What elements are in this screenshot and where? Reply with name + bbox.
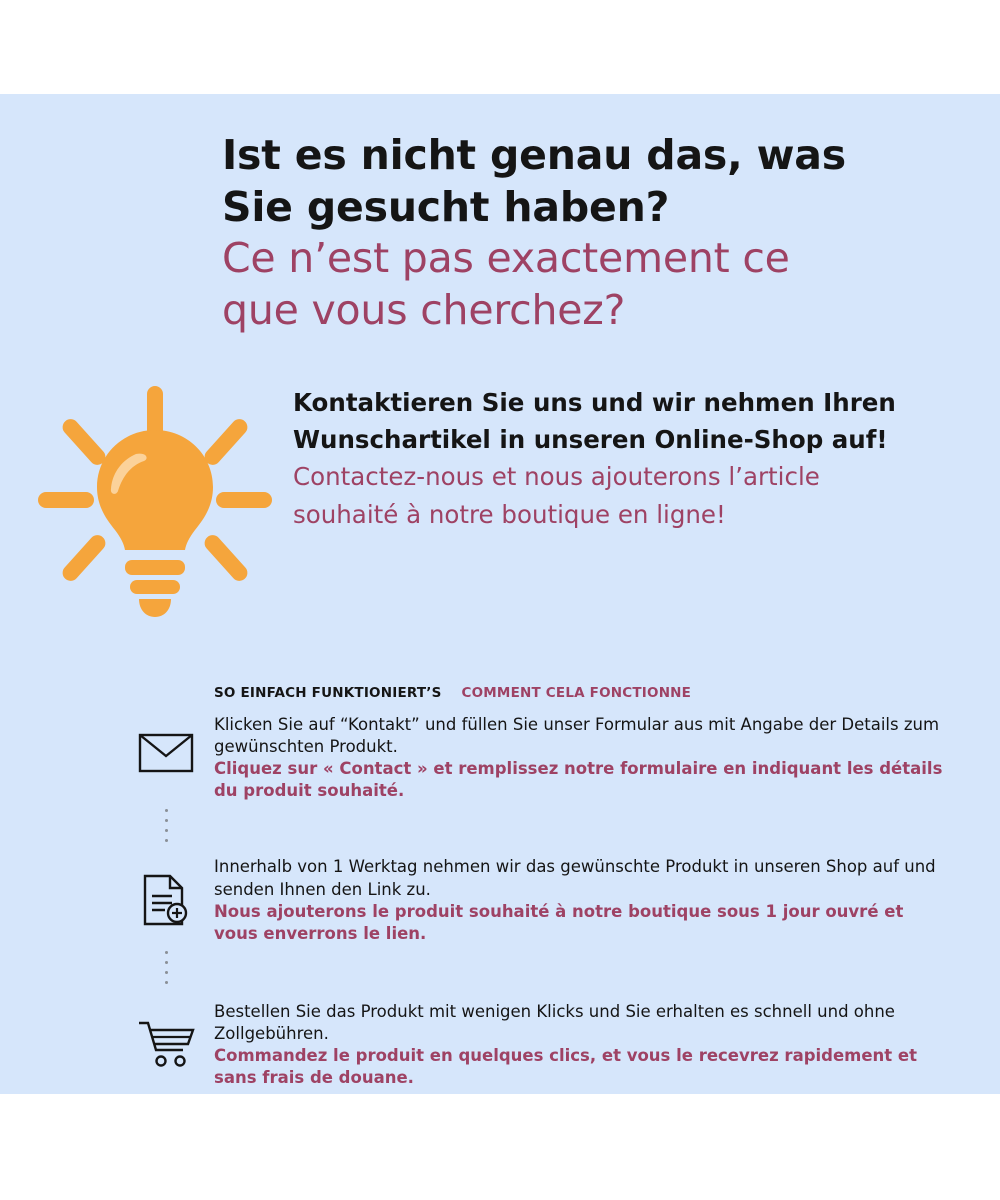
connector-dot xyxy=(165,829,168,832)
step-connector-dots xyxy=(118,945,214,991)
step-item xyxy=(118,997,948,1089)
step-text-fr: Cliquez sur « Contact » et remplissez notre formulaire en indiquant les détails du produit souhaité. xyxy=(214,759,943,801)
how-it-works-title-fr: COMMENT CELA FONCTIONNE xyxy=(461,685,692,701)
step-item xyxy=(118,710,948,802)
promo-banner xyxy=(0,94,1000,1094)
envelope-icon xyxy=(118,710,214,774)
step-text-de: Innerhalb von 1 Werktag nehmen wir das gewünschte Produkt in unseren Shop auf und senden Ihnen den Link zu. xyxy=(214,857,936,899)
connector-dot xyxy=(165,971,168,974)
step-item xyxy=(118,852,948,944)
shopping-cart-icon xyxy=(118,997,214,1067)
step-text xyxy=(214,710,948,802)
connector-dot xyxy=(165,981,168,984)
step-text-fr: Commandez le produit en quelques clics, et vous le recevrez rapidement et sans frais de douane. xyxy=(214,1046,918,1088)
connector-dot xyxy=(165,809,168,812)
headline-block xyxy=(222,130,932,337)
steps-list xyxy=(118,710,948,1089)
subtext-de: Kontaktieren Sie uns und wir nehmen Ihren Wunschartikel in unseren Online-Shop auf! xyxy=(293,388,896,455)
how-it-works-title-de: SO EINFACH FUNKTIONIERT’S xyxy=(214,685,442,701)
headline-fr-line2: que vous cherchez? xyxy=(222,285,626,334)
step-text-fr: Nous ajouterons le produit souhaité à notre boutique sous 1 jour ouvré et vous enverrons le lien. xyxy=(214,901,904,943)
how-it-works-title xyxy=(214,682,691,701)
subtext-fr: Contactez-nous et nous ajouterons l’article souhaité à notre boutique en ligne! xyxy=(293,462,820,529)
connector-dot xyxy=(165,961,168,964)
step-text xyxy=(214,997,948,1089)
connector-dot xyxy=(165,819,168,822)
subtext-block xyxy=(293,384,913,533)
step-connector-dots xyxy=(118,802,214,848)
connector-dot xyxy=(165,951,168,954)
document-add-icon xyxy=(118,852,214,926)
headline-fr-line1: Ce n’est pas exactement ce xyxy=(222,234,790,283)
step-text-de: Bestellen Sie das Produkt mit wenigen Klicks und Sie erhalten es schnell und ohne Zollgebühren. xyxy=(214,1001,895,1043)
connector-dot xyxy=(165,839,168,842)
headline-de-line2: Sie gesucht haben? xyxy=(222,182,670,231)
lightbulb-icon xyxy=(36,384,274,624)
step-text-de: Klicken Sie auf “Kontakt” und füllen Sie unser Formular aus mit Angabe der Details zum gewünschten Produkt. xyxy=(214,715,940,757)
step-text xyxy=(214,852,948,944)
headline-de-line1: Ist es nicht genau das, was xyxy=(222,131,846,179)
